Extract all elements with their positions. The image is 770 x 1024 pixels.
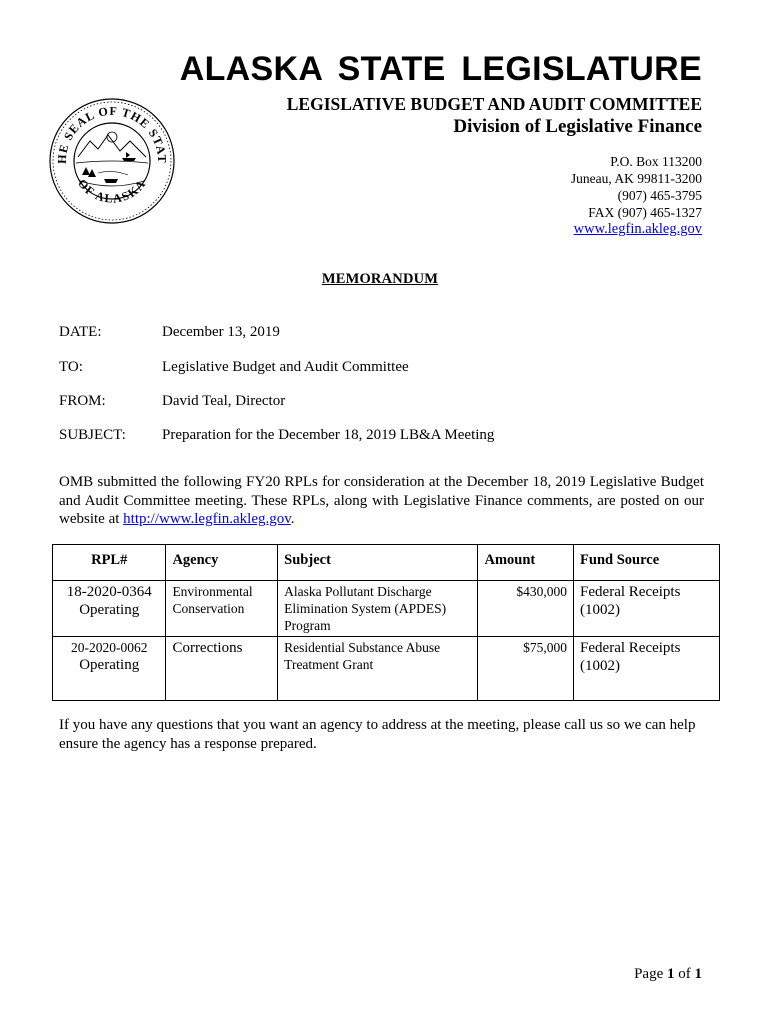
of-word: of [678,966,691,982]
intro-text: OMB submitted the following FY20 RPLs for consideration at the December 18, 2019 Legislative Budget and Audit Committee meeting. These RPLs, along with Legislative Finance comments, are posted on our website at [59,474,704,527]
page-total: 1 [694,966,702,982]
website-link[interactable]: www.legfin.akleg.gov [573,221,702,237]
division-name: Division of Legislative Finance [453,116,702,137]
to-value: Legislative Budget and Audit Committee [162,359,409,375]
from-label: FROM: [59,393,106,409]
committee-name: LEGISLATIVE BUDGET AND AUDIT COMMITTEE [286,94,702,114]
rpl-cell [53,637,166,701]
date-label: DATE: [59,324,102,340]
fund-source-cell: Federal Receipts (1002) [574,581,720,637]
svg-text:THE SEAL OF THE STATE [46,95,169,164]
agency-cell: Corrections [166,637,278,701]
seal-bottom-text: OF ALASKA [75,176,149,206]
column-header-subject: Subject [278,545,478,581]
table-row [53,637,720,701]
document-title: ALASKA STATE LEGISLATURE [179,50,702,88]
page-current: 1 [667,966,675,982]
rpl-number: 18-2020-0364 [66,584,152,600]
column-header-amount: Amount [478,545,574,581]
rpl-type: Operating [79,657,140,673]
subject-cell: Residential Substance Abuse Treatment Grant [278,637,478,701]
seal-top-text: HE SEAL OF THE STAT [54,103,170,165]
table-row [53,581,720,637]
subject-label: SUBJECT: [59,427,126,443]
column-header-fund-source: Fund Source [574,545,720,581]
agency-cell: Environmental Conservation [166,581,278,637]
page-number [634,966,702,983]
subject-cell: Alaska Pollutant Discharge Elimination System (APDES) Program [278,581,478,637]
column-header-agency: Agency [166,545,278,581]
column-header-rpl: RPL# [53,545,166,581]
subject-value: Preparation for the December 18, 2019 LB&A Meeting [162,427,495,443]
fund-source-cell: Federal Receipts (1002) [574,637,720,701]
intro-paragraph [59,473,704,529]
rpl-table [52,544,720,701]
intro-website-link[interactable]: http://www.legfin.akleg.gov [123,511,291,527]
from-value: David Teal, Director [162,393,286,409]
address-line-fax: FAX (907) 465-1327 [588,205,702,220]
address-line-phone: (907) 465-3795 [617,188,702,203]
page-word: Page [634,966,664,982]
amount-cell: $75,000 [478,637,574,701]
rpl-number: 20-2020-0062 [70,640,148,655]
table-header-row [53,545,720,581]
amount-cell: $430,000 [478,581,574,637]
rpl-cell [53,581,166,637]
state-seal-logo [46,95,178,227]
date-value: December 13, 2019 [162,324,280,340]
intro-period: . [290,511,295,527]
address-line-po-box: P.O. Box 113200 [610,154,702,169]
memorandum-heading: MEMORANDUM [321,271,439,287]
to-label: TO: [59,359,83,375]
address-line-city: Juneau, AK 99811-3200 [570,171,702,186]
rpl-type: Operating [79,602,140,618]
closing-paragraph: If you have any questions that you want an agency to address at the meeting, please call us so we can help ensure the agency has a response prepared. [59,717,696,752]
address-block [400,153,702,238]
